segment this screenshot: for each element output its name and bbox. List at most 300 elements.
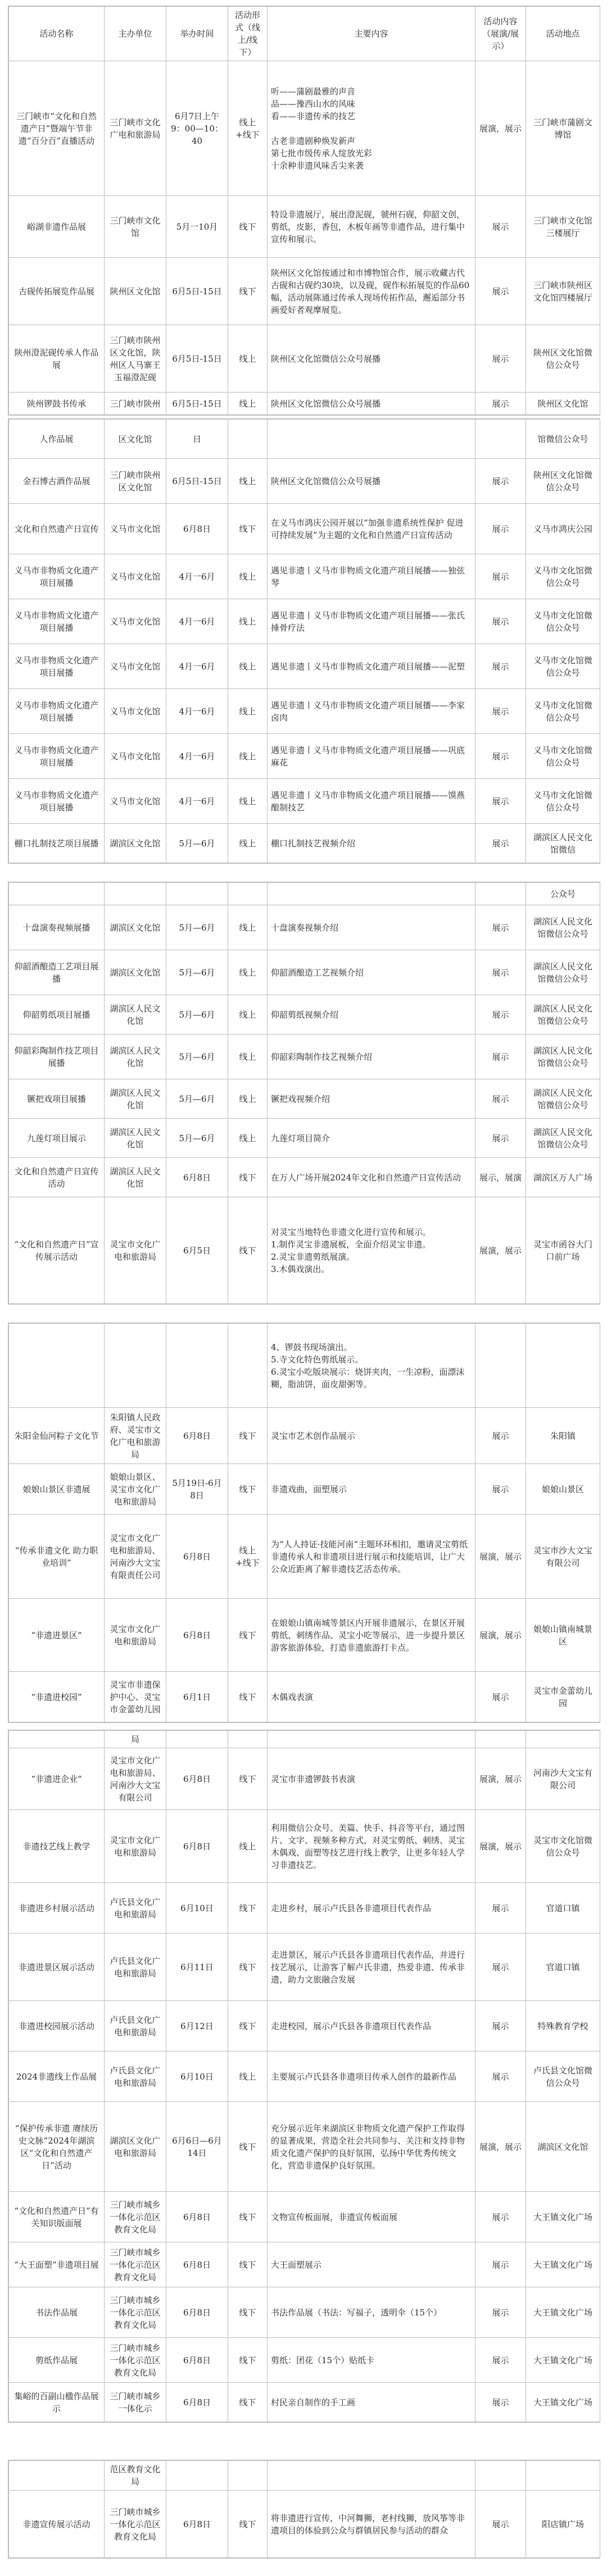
cell-type: 展示	[475, 1079, 526, 1119]
cell-time: 日	[166, 420, 228, 459]
cell-time: 6月8日	[166, 2287, 228, 2338]
table-row	[9, 1034, 600, 1079]
table-row	[9, 1599, 600, 1672]
cell-location: 义马市文化馆微信公众号	[526, 734, 600, 779]
table-segment-2	[8, 418, 600, 864]
cell-location: 湖滨区人民文化馆微信公众号	[526, 1119, 600, 1158]
cell-type: 展示	[475, 644, 526, 689]
cell-organizer: 湖滨区人民文化馆	[105, 995, 166, 1034]
cell-content: 特设非遗展厅，展出澄泥砚，虢州石砚，仰韶文创，剪纸，皮影，香包，木板年画等非遗作品，进行集中宣传和展示。	[268, 196, 475, 258]
cell-name	[9, 883, 105, 905]
cell-form: 线下	[228, 2338, 268, 2383]
cell-organizer: 义马市文化馆	[105, 554, 166, 599]
cell-time: 5月—6月	[166, 905, 228, 950]
cell-type: 展示	[475, 2491, 526, 2558]
cell-form	[228, 2461, 268, 2491]
table-segment-4	[8, 1323, 600, 1723]
cell-form: 线下	[228, 2192, 268, 2242]
cell-organizer: 三门峡市城乡一体化示范区教育文化局	[105, 2287, 166, 2338]
cell-name: “传承非遗文化 助力职业培训”	[9, 1515, 105, 1599]
cell-time	[166, 2461, 228, 2491]
cell-form: 线上+线下	[228, 1515, 268, 1599]
cell-form: 线下	[228, 504, 268, 554]
cell-type: 展示	[475, 824, 526, 863]
header-organizer: 主办单位	[105, 7, 166, 61]
cell-form: 线上	[228, 689, 268, 734]
cell-organizer: 湖滨区文化馆	[105, 950, 166, 995]
cell-location: 灵宝市金蕾幼儿园	[526, 1672, 600, 1722]
cell-form: 线上	[228, 824, 268, 863]
cell-name: 集峪的百副山楹作品展示	[9, 2383, 105, 2422]
table-row	[9, 1731, 600, 1748]
cell-form: 线上	[228, 459, 268, 504]
header-time: 举办时间	[166, 7, 228, 61]
cell-form: 线下	[228, 1464, 268, 1515]
cell-form: 线下	[228, 2001, 268, 2051]
cell-location: 公众号	[526, 883, 600, 905]
cell-organizer: 义马市文化馆	[105, 599, 166, 644]
cell-content: 遇见非遗丨义马市非物质文化遗产项目展播——巩底麻花	[268, 734, 475, 779]
cell-organizer: 卢氏县文化广电和旅游局	[105, 2001, 166, 2051]
cell-content: 书法作品展（书法：写福子，透明伞（15个）	[268, 2287, 475, 2338]
cell-organizer: 义马市文化馆	[105, 734, 166, 779]
cell-time	[166, 1731, 228, 1748]
cell-organizer: 三门峡市文化广电和旅游局	[105, 61, 166, 196]
cell-name: 义马市非物质文化遗产项目展播	[9, 599, 105, 644]
cell-type: 展示	[475, 1034, 526, 1079]
cell-location: 大王镇文化广场	[526, 2242, 600, 2287]
table-row	[9, 779, 600, 824]
page-edge	[0, 0, 4, 2576]
cell-name: 文化和自然遗产日宣传	[9, 504, 105, 554]
cell-location: 义马市文化馆微信公众号	[526, 599, 600, 644]
cell-content	[268, 1731, 475, 1748]
cell-name: 书法作品展	[9, 2287, 105, 2338]
cell-form: 线下	[228, 258, 268, 325]
cell-form	[228, 420, 268, 459]
cell-type: 展示	[475, 2001, 526, 2051]
cell-type: 展演，展示	[475, 1197, 526, 1304]
cell-type: 展示	[475, 325, 526, 393]
cell-type: 展示	[475, 2192, 526, 2242]
cell-time: 4月一6月	[166, 554, 228, 599]
cell-name: 仰韶彩陶制作技艺项目展播	[9, 1034, 105, 1079]
table-row	[9, 644, 600, 689]
cell-form: 线下	[228, 2242, 268, 2287]
cell-time: 4月一6月	[166, 599, 228, 644]
cell-content: 对灵宝当地特色非遗文化进行宣传和展示。 1.制作灵宝非遗展板，全面介绍灵宝非遗。 2.灵宝非遗剪纸展演。 3.木偶戏演出。	[268, 1197, 475, 1304]
cell-location: 湖滨区人民文化馆微信公众号	[526, 905, 600, 950]
cell-location: 湖滨区人民文化馆微信公众号	[526, 1034, 600, 1079]
cell-name: “非遗进校园”	[9, 1672, 105, 1722]
cell-type: 展示	[475, 459, 526, 504]
cell-form: 线上	[228, 1079, 268, 1119]
cell-form: 线下	[228, 1934, 268, 2001]
cell-organizer: 灵宝市文化广电和旅游局	[105, 1810, 166, 1883]
cell-name: 古砚传拓展览作品展	[9, 258, 105, 325]
table-row	[9, 420, 600, 459]
cell-organizer: 卢氏县文化广电和旅游局	[105, 1934, 166, 2001]
cell-time: 5月—6月	[166, 950, 228, 995]
table-row	[9, 1464, 600, 1515]
table-row	[9, 61, 600, 196]
cell-time: 6月8日	[166, 2338, 228, 2383]
cell-location: 义马市文化馆微信公众号	[526, 779, 600, 824]
cell-time: 6月1日	[166, 1672, 228, 1722]
cell-name: “文化和自然遗产日”宣传展示活动	[9, 1197, 105, 1304]
table-row	[9, 2491, 600, 2558]
cell-type: 展示	[475, 734, 526, 779]
cell-type: 展示	[475, 995, 526, 1034]
cell-content: 陕州区文化馆微信公众号展播	[268, 393, 475, 415]
cell-organizer: 湖滨区文化馆	[105, 824, 166, 863]
cell-content: 灵宝市非遗锣鼓书表演	[268, 1748, 475, 1810]
table-segment-1	[8, 6, 600, 416]
cell-time: 5月19日-6月8日	[166, 1464, 228, 1515]
table-segment-6	[8, 2460, 600, 2559]
cell-time: 6月11日	[166, 1934, 228, 2001]
cell-content: 主要展示卢氏县各非遗项目传承人创作的最新作品	[268, 2051, 475, 2102]
cell-location: 朱阳镇	[526, 1408, 600, 1464]
cell-name: “非遗进企业”	[9, 1748, 105, 1810]
cell-form: 线下	[228, 1408, 268, 1464]
table-row	[9, 2102, 600, 2192]
cell-name: “文化和自然遗产日”有关知识版面展	[9, 2192, 105, 2242]
cell-form: 线下	[228, 196, 268, 258]
cell-location: 义马市文化馆微信公众号	[526, 644, 600, 689]
table-row	[9, 1079, 600, 1119]
cell-form: 线下	[228, 1672, 268, 1722]
cell-content	[268, 420, 475, 459]
cell-time: 6月8日	[166, 1158, 228, 1197]
cell-location: 三门峡市蒲剧文博馆	[526, 61, 600, 196]
cell-time: 4月一6月	[166, 689, 228, 734]
cell-organizer: 三门峡市城乡一体化示范区教育文化局	[105, 2491, 166, 2558]
cell-time: 4月一6月	[166, 734, 228, 779]
cell-type: 展示	[475, 1883, 526, 1934]
cell-location: 馆微信公众号	[526, 420, 600, 459]
cell-name: 陕州澄泥砚传承人作品展	[9, 325, 105, 393]
cell-time: 6月10日	[166, 2051, 228, 2102]
cell-type: 展示	[475, 2051, 526, 2102]
cell-time: 6月8日	[166, 504, 228, 554]
cell-form: 线上	[228, 554, 268, 599]
table-row	[9, 196, 600, 258]
cell-organizer: 范区教育文化局	[105, 2461, 166, 2491]
cell-time: 6月12日	[166, 2001, 228, 2051]
cell-location: 湖滨区人民文化馆微信公众号	[526, 1079, 600, 1119]
cell-name: 剪纸作品展	[9, 2338, 105, 2383]
cell-form: 线上	[228, 950, 268, 995]
cell-organizer: 三门峡市城乡一体化示范区教育文化局	[105, 2242, 166, 2287]
cell-time: 6月8日	[166, 1599, 228, 1672]
cell-organizer: 卢氏县文化广电和旅游局	[105, 2051, 166, 2102]
cell-form: 线上+线下	[228, 61, 268, 196]
cell-type: 展演，展示	[475, 2102, 526, 2192]
cell-content: 4、锣鼓书现场演出。 5.寺文化特色剪纸展示。 6.灵宝小吃版块展示：烧饼夹肉，一生凉粉，面漂沫糊，脂油饼，面皮甜粥等。	[268, 1324, 475, 1408]
cell-name: 峪湖非遗作品展	[9, 196, 105, 258]
cell-location: 灵宝市沙大文宝有限公司	[526, 1515, 600, 1599]
cell-organizer: 灵宝市非遗保护中心、灵宝市金蕾幼儿园	[105, 1672, 166, 1722]
cell-name: 义马市非物质文化遗产项目展播	[9, 734, 105, 779]
cell-location	[526, 1324, 600, 1408]
cell-type: 展示	[475, 1408, 526, 1464]
cell-name: 文化和自然遗产日宣传活动	[9, 1158, 105, 1197]
cell-organizer: 灵宝市文化广电和旅游局、河南沙大文宝有限公司	[105, 1748, 166, 1810]
cell-organizer: 灵宝市文化广电和旅游局	[105, 1599, 166, 1672]
cell-organizer: 三门峡市陕州区文化馆	[105, 459, 166, 504]
cell-type: 展示	[475, 1119, 526, 1158]
cell-organizer: 朱阳镇人民政府、灵宝市文化广电和旅游局	[105, 1408, 166, 1464]
cell-form: 线下	[228, 1883, 268, 1934]
cell-form	[228, 1731, 268, 1748]
table-row	[9, 1158, 600, 1197]
cell-organizer: 局	[105, 1731, 166, 1748]
cell-organizer: 区文化馆	[105, 420, 166, 459]
cell-location	[526, 1731, 600, 1748]
cell-content: 陕州区文化馆微信公众号展播	[268, 459, 475, 504]
cell-type: 展演，展示	[475, 1748, 526, 1810]
cell-name: 仰韶剪纸项目展播	[9, 995, 105, 1034]
cell-name: 非遗宣传展示活动	[9, 2491, 105, 2558]
cell-time: 6月8日	[166, 1748, 228, 1810]
cell-location: 义马市鸿庆公园	[526, 504, 600, 554]
cell-type: 展示	[475, 689, 526, 734]
cell-location: 官道口镇	[526, 1883, 600, 1934]
cell-time: 6月8日	[166, 1810, 228, 1883]
cell-form: 线上	[228, 1810, 268, 1883]
cell-content: 仰韶彩陶制作技艺视频介绍	[268, 1034, 475, 1079]
cell-content: 村民亲自制作的手工画	[268, 2383, 475, 2422]
cell-content	[268, 2461, 475, 2491]
cell-name: 朱阳金仙河粽子文化节	[9, 1408, 105, 1464]
cell-content: 为“人人持证·技能河南”主题环环相扣，邀请灵宝剪纸非遗传承人和非遗项目进行展示和技能培训，让广大公众近距离了解非遗技艺活态传承。	[268, 1515, 475, 1599]
cell-type: 展示	[475, 779, 526, 824]
cell-name: 非遗进校园展示活动	[9, 2001, 105, 2051]
cell-location: 特殊教育学校	[526, 2001, 600, 2051]
cell-form: 线上	[228, 325, 268, 393]
table-row	[9, 950, 600, 995]
cell-content: 走进乡村，展示卢氏县各非遗项目代表作品	[268, 1883, 475, 1934]
cell-location: 官道口镇	[526, 1934, 600, 2001]
cell-location: 卢氏县文化馆微信公众号	[526, 2051, 600, 2102]
table-header-row	[9, 7, 600, 61]
cell-form: 线下	[228, 2383, 268, 2422]
cell-content: 镢把戏视频介绍	[268, 1079, 475, 1119]
cell-time: 6月5日-15日	[166, 258, 228, 325]
cell-time: 6月6日—6月14日	[166, 2102, 228, 2192]
cell-organizer: 灵宝市文化广电和旅游局	[105, 1197, 166, 1304]
cell-location: 河南沙大文宝有限公司	[526, 1748, 600, 1810]
cell-content: 灵宝市艺术创作品展示	[268, 1408, 475, 1464]
cell-time: 6月8日	[166, 1408, 228, 1464]
cell-organizer: 三门峡市陕州区文化馆，陕州区人马寨王玉福澄泥砚	[105, 325, 166, 393]
header-name: 活动名称	[9, 7, 105, 61]
cell-name: 十盘演奏视频展播	[9, 905, 105, 950]
cell-location: 三门峡市陕州区文化馆四楼展厅	[526, 258, 600, 325]
cell-time: 6月8日	[166, 2192, 228, 2242]
cell-type: 展示	[475, 2242, 526, 2287]
cell-content: 陕州区文化馆微信公众号展播	[268, 325, 475, 393]
cell-location: 大王镇文化广场	[526, 2338, 600, 2383]
table-row	[9, 1324, 600, 1408]
cell-name: 2024非遗线上作品展	[9, 2051, 105, 2102]
cell-content: 在义马市鸿庆公园开展以“加强非遗系统性保护 促进可持续发展”为主题的文化和自然遗产日宣传活动	[268, 504, 475, 554]
header-content: 主要内容	[268, 7, 475, 61]
cell-content: 遇见非遗丨义马市非物质文化遗产项目展播——李家卤肉	[268, 689, 475, 734]
header-type: 活动内容（展演/展示）	[475, 7, 526, 61]
table-row	[9, 734, 600, 779]
cell-content: 棚口扎制技艺视频介绍	[268, 824, 475, 863]
table-row	[9, 459, 600, 504]
cell-organizer: 义马市文化馆	[105, 504, 166, 554]
cell-name: 义马市非物质文化遗产项目展播	[9, 644, 105, 689]
cell-organizer: 三门峡市城乡一体化示范区教育文化局	[105, 2192, 166, 2242]
table-row	[9, 2192, 600, 2242]
table-row	[9, 2051, 600, 2102]
cell-time	[166, 883, 228, 905]
cell-location: 灵宝市文化馆微信公众号	[526, 1810, 600, 1883]
cell-location: 陕州区文化馆	[526, 393, 600, 415]
header-location: 活动地点	[526, 7, 600, 61]
cell-organizer: 陕州区文化馆	[105, 258, 166, 325]
cell-time: 5月—6月	[166, 995, 228, 1034]
cell-organizer: 义马市文化馆	[105, 779, 166, 824]
cell-form: 线上	[228, 734, 268, 779]
cell-content: 十盘演奏视频介绍	[268, 905, 475, 950]
cell-type: 展示	[475, 554, 526, 599]
cell-name: 义马市非物质文化遗产项目展播	[9, 554, 105, 599]
cell-name	[9, 2461, 105, 2491]
cell-content: 走进校园，展示卢氏县各非遗项目代表作品	[268, 2001, 475, 2051]
cell-type: 展演，展示	[475, 1810, 526, 1883]
cell-type: 展示	[475, 1464, 526, 1515]
cell-time: 6月5日-15日	[166, 393, 228, 415]
cell-location: 义马市文化馆微信公众号	[526, 689, 600, 734]
cell-organizer: 义马市文化馆	[105, 689, 166, 734]
cell-location: 湖滨区人民文化馆微信公众号	[526, 950, 600, 995]
cell-location: 娘娘山景区	[526, 1464, 600, 1515]
cell-location: 大王镇文化广场	[526, 2192, 600, 2242]
cell-time: 6月5日-15日	[166, 325, 228, 393]
cell-form: 线下	[228, 2491, 268, 2558]
cell-location: 陕州区文化馆微信公众号	[526, 325, 600, 393]
cell-location: 灵宝市函谷大门口前广场	[526, 1197, 600, 1304]
cell-type: 展演，展示	[475, 1515, 526, 1599]
cell-name: “保护传承非遗 赓续历史文脉”2024年湖滨区“文化和自然遗产日”活动	[9, 2102, 105, 2192]
header-form: 活动形式（线上/线下）	[228, 7, 268, 61]
cell-type	[475, 883, 526, 905]
table-row	[9, 2287, 600, 2338]
cell-type: 展示	[475, 599, 526, 644]
cell-name	[9, 1731, 105, 1748]
cell-type	[475, 1324, 526, 1408]
cell-name: 三门峡市“文化和自然遗产日”暨端午节非遗“百分百”直播活动	[9, 61, 105, 196]
cell-type: 展演，展示	[475, 61, 526, 196]
cell-content: 木偶戏表演	[268, 1672, 475, 1722]
cell-content: 九莲灯项目简介	[268, 1119, 475, 1158]
cell-content	[268, 883, 475, 905]
cell-content: 非遗戏曲，面塑展示	[268, 1464, 475, 1515]
cell-content: 大王面塑展示	[268, 2242, 475, 2287]
cell-organizer	[105, 1324, 166, 1408]
cell-time: 6月5日-15日	[166, 459, 228, 504]
cell-form: 线上	[228, 599, 268, 644]
cell-time: 5月—6月	[166, 1119, 228, 1158]
cell-content: 仰韶酒酿造工艺视频介绍	[268, 950, 475, 995]
table-row	[9, 599, 600, 644]
cell-content: 走进景区，展示卢氏县各非遗项目代表作品，并进行技艺展示，让游客了解卢氏非遗，热爱非遗、传承非遗，助力文旅融合发展	[268, 1934, 475, 2001]
cell-content: 遇见非遗丨义马市非物质文化遗产项目展播——泥塑	[268, 644, 475, 689]
cell-content: 陕州区文化馆按通过和市博物馆合作，展示收藏古代古砚和古砚约30块，以及砚，砚作标拓展览的作品60幅，活动展陈通过传承人现场传拓作品，邂逅部分书画爱好者观摩展览。	[268, 258, 475, 325]
cell-location: 大王镇文化广场	[526, 2383, 600, 2422]
cell-form: 线上	[228, 1119, 268, 1158]
cell-form: 线下	[228, 2287, 268, 2338]
table-row	[9, 393, 600, 415]
cell-type: 展演，展示	[475, 1599, 526, 1672]
cell-type: 展示	[475, 950, 526, 995]
table-row	[9, 2242, 600, 2287]
cell-location: 湖滨区万人广场	[526, 1158, 600, 1197]
table-row	[9, 1934, 600, 2001]
cell-organizer: 娘娘山景区、灵宝市文化广电和旅游局	[105, 1464, 166, 1515]
cell-organizer: 三门峡市城乡一体化示范区教育文化局	[105, 2338, 166, 2383]
cell-form: 线下	[228, 1197, 268, 1304]
cell-type: 展示	[475, 2287, 526, 2338]
cell-content: 充分展示近年来湖滨区非物质文化遗产保护工作取得的显著成果，营造全社会共同参与、关注和支持非物质文化遗产保护的良好氛围，弘扬中华优秀传统文化，营造非遗保护良好氛围。	[268, 2102, 475, 2192]
cell-content: 听——蒲剧最雅的声音 品——豫西山水的风味 看——非遗传承的技艺 古老非遗剧种焕发新声 第七批市级传承人绽放光彩 十余种非遗风味舌尖来袭	[268, 61, 475, 196]
cell-name: 娘娘山景区非遗展	[9, 1464, 105, 1515]
table-row	[9, 905, 600, 950]
cell-location: 义马市文化馆微信公众号	[526, 554, 600, 599]
cell-name	[9, 1324, 105, 1408]
cell-name: 非遗技艺线上教学	[9, 1810, 105, 1883]
cell-content: 遇见非遗丨义马市非物质文化遗产项目展播——独弦琴	[268, 554, 475, 599]
cell-content: 利用微信公众号、美篇、快手、抖音等平台，通过图片、文字、视频多种方式，对灵宝剪纸、刺绣、灵宝木偶戏、面塑等技艺进行线上教学，让更多年轻人学习非遗技艺。	[268, 1810, 475, 1883]
cell-organizer: 卢氏县文化广电和旅游局	[105, 1883, 166, 1934]
cell-organizer: 三门峡市城乡一体化示	[105, 2383, 166, 2422]
cell-type	[475, 420, 526, 459]
cell-name: 义马市非物质文化遗产项目展播	[9, 779, 105, 824]
cell-time: 6月8日	[166, 2383, 228, 2422]
cell-form: 线上	[228, 995, 268, 1034]
cell-name: 义马市非物质文化遗产项目展播	[9, 689, 105, 734]
cell-name: 棚口扎制技艺项目展播	[9, 824, 105, 863]
cell-location: 大王镇文化广场	[526, 2287, 600, 2338]
cell-time: 6月8日	[166, 2491, 228, 2558]
table-row	[9, 325, 600, 393]
cell-name: 人作品展	[9, 420, 105, 459]
cell-organizer: 灵宝市文化广电和旅游局、河南沙大文宝有限责任公司	[105, 1515, 166, 1599]
cell-content: 遇见非遗丨义马市非物质文化遗产项目展播——张氏捶骨疗法	[268, 599, 475, 644]
cell-form: 线下	[228, 1158, 268, 1197]
table-segment-5	[8, 1730, 600, 2423]
cell-organizer: 三门峡市陕州	[105, 393, 166, 415]
cell-organizer: 湖滨区人民文化馆	[105, 1034, 166, 1079]
cell-type: 展示，展演	[475, 1158, 526, 1197]
cell-type: 展示	[475, 1672, 526, 1722]
cell-location: 湖滨区文化馆	[526, 2102, 600, 2192]
cell-name: “非遗进景区”	[9, 1599, 105, 1672]
table-row	[9, 883, 600, 905]
cell-form: 线上	[228, 2051, 268, 2102]
cell-type: 展示	[475, 258, 526, 325]
table-row	[9, 2383, 600, 2422]
cell-organizer: 义马市文化馆	[105, 644, 166, 689]
table-row	[9, 824, 600, 863]
cell-time: 6月5日	[166, 1197, 228, 1304]
cell-name: 金石博古酒作品展	[9, 459, 105, 504]
